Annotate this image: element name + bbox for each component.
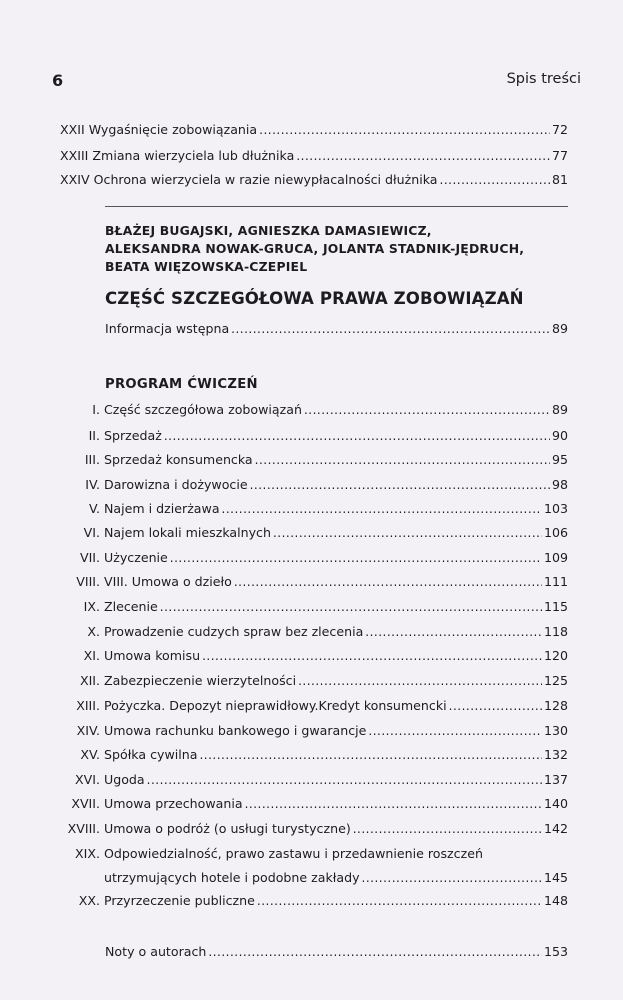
entry-number: XV. bbox=[80, 747, 100, 762]
entry-number: I. bbox=[92, 402, 100, 417]
entry-label: Najem i dzierżawa bbox=[104, 501, 220, 516]
toc-entry[interactable] bbox=[40, 747, 568, 763]
leader-dots bbox=[365, 624, 542, 640]
toc-entry[interactable] bbox=[40, 550, 568, 566]
entry-number: IV. bbox=[85, 477, 100, 492]
entry-page: 72 bbox=[551, 122, 568, 137]
entry-page: 128 bbox=[543, 698, 568, 713]
entry-label: Informacja wstępna bbox=[105, 321, 230, 336]
entry-page: 120 bbox=[543, 648, 568, 663]
toc-entry[interactable] bbox=[60, 122, 568, 138]
entry-number: XXII bbox=[60, 122, 85, 137]
entry-number: XIX. bbox=[75, 846, 100, 861]
leader-dots bbox=[440, 172, 550, 188]
leader-dots bbox=[298, 673, 542, 689]
leader-dots bbox=[245, 796, 542, 812]
entry-page: 115 bbox=[543, 599, 568, 614]
entry-label: Sprzedaż konsumencka bbox=[104, 452, 253, 467]
entry-label: Odpowiedzialność, prawo zastawu i przedawnienie roszczeń bbox=[104, 846, 483, 861]
entry-label: Prowadzenie cudzych spraw bez zlecenia bbox=[104, 624, 364, 639]
leader-dots bbox=[160, 599, 542, 615]
entry-label: Darowizna i dożywocie bbox=[104, 477, 248, 492]
toc-entry[interactable] bbox=[60, 148, 568, 164]
entry-label: Ochrona wierzyciela w razie niewypłacalności dłużnika bbox=[93, 172, 438, 187]
leader-dots bbox=[231, 321, 550, 337]
entry-label: Użyczenie bbox=[104, 550, 168, 565]
entry-label: Przyrzeczenie publiczne bbox=[104, 893, 255, 908]
leader-dots bbox=[296, 148, 550, 164]
entry-number: XI. bbox=[83, 648, 100, 663]
entry-number: IX. bbox=[83, 599, 100, 614]
entry-page: 145 bbox=[543, 870, 568, 885]
entry-label: Umowa komisu bbox=[104, 648, 201, 663]
toc-entry[interactable] bbox=[40, 698, 568, 714]
running-title: Spis treści bbox=[506, 71, 581, 87]
authors-line: ALEKSANDRA NOWAK-GRUCA, JOLANTA STADNIK-JĘDRUCH, bbox=[105, 241, 525, 256]
toc-entry[interactable] bbox=[40, 673, 568, 689]
toc-entry-author-notes[interactable] bbox=[105, 944, 568, 960]
entry-page: 109 bbox=[543, 550, 568, 565]
toc-entry[interactable] bbox=[40, 525, 568, 541]
entry-page: 148 bbox=[543, 893, 568, 908]
entry-page: 111 bbox=[543, 574, 568, 589]
entry-page: 142 bbox=[543, 821, 568, 836]
toc-entry[interactable] bbox=[40, 477, 568, 493]
toc-entry[interactable] bbox=[40, 574, 568, 590]
entry-number: II. bbox=[88, 428, 100, 443]
leader-dots bbox=[257, 893, 542, 909]
toc-entry-intro[interactable] bbox=[105, 321, 568, 337]
leader-dots bbox=[353, 821, 542, 837]
entry-label: Część szczegółowa zobowiązań bbox=[104, 402, 302, 417]
toc-entry[interactable] bbox=[40, 428, 568, 444]
entry-number: XX. bbox=[78, 893, 100, 908]
part-title: CZĘŚĆ SZCZEGÓŁOWA PRAWA ZOBOWIĄZAŃ bbox=[105, 289, 524, 308]
entry-label: Zabezpieczenie wierzytelności bbox=[104, 673, 297, 688]
leader-dots bbox=[368, 723, 542, 739]
entry-page: 153 bbox=[543, 944, 568, 959]
entry-number: XVII. bbox=[71, 796, 100, 811]
leader-dots bbox=[170, 550, 542, 566]
leader-dots bbox=[164, 428, 550, 444]
entry-label-continued: utrzymujących hotele i podobne zakłady bbox=[104, 870, 360, 885]
entry-label: Wygaśnięcie zobowiązania bbox=[88, 122, 258, 137]
entry-page: 140 bbox=[543, 796, 568, 811]
entry-label: Umowa o podróż (o usługi turystyczne) bbox=[104, 821, 351, 836]
authors-line: BŁAŻEJ BUGAJSKI, AGNIESZKA DAMASIEWICZ, bbox=[105, 223, 432, 238]
toc-entry[interactable] bbox=[40, 723, 568, 739]
leader-dots bbox=[449, 698, 542, 714]
toc-entry[interactable] bbox=[60, 172, 568, 188]
leader-dots bbox=[199, 747, 542, 763]
leader-dots bbox=[222, 501, 542, 517]
entry-page: 106 bbox=[543, 525, 568, 540]
entry-page: 98 bbox=[551, 477, 568, 492]
toc-entry[interactable] bbox=[40, 846, 568, 886]
entry-number: V. bbox=[89, 501, 100, 516]
leader-dots bbox=[259, 122, 550, 138]
toc-entry[interactable] bbox=[40, 796, 568, 812]
entry-number: VI. bbox=[83, 525, 100, 540]
toc-entry[interactable] bbox=[40, 893, 568, 909]
toc-entry[interactable] bbox=[40, 772, 568, 788]
section-title: PROGRAM ĆWICZEŃ bbox=[105, 377, 258, 392]
entry-number: XIV. bbox=[76, 723, 100, 738]
entry-number: XXIII bbox=[60, 148, 89, 163]
entry-number: XVI. bbox=[75, 772, 100, 787]
entry-label: VIII. Umowa o dzieło bbox=[104, 574, 232, 589]
leader-dots bbox=[362, 870, 542, 886]
entry-page: 103 bbox=[543, 501, 568, 516]
toc-entry[interactable] bbox=[40, 599, 568, 615]
entry-label: Najem lokali mieszkalnych bbox=[104, 525, 271, 540]
entry-page: 118 bbox=[543, 624, 568, 639]
entry-number: VII. bbox=[79, 550, 100, 565]
entry-page: 125 bbox=[543, 673, 568, 688]
entry-page: 130 bbox=[543, 723, 568, 738]
entry-label: Umowa przechowania bbox=[104, 796, 243, 811]
leader-dots bbox=[304, 402, 550, 418]
entry-label: Sprzedaż bbox=[104, 428, 162, 443]
entry-page: 137 bbox=[543, 772, 568, 787]
toc-entry[interactable] bbox=[40, 821, 568, 837]
entry-number: X. bbox=[87, 624, 100, 639]
entry-number: VIII. bbox=[76, 574, 100, 589]
entry-page: 89 bbox=[551, 321, 568, 336]
leader-dots bbox=[250, 477, 550, 493]
leader-dots bbox=[273, 525, 542, 541]
leader-dots bbox=[202, 648, 542, 664]
entry-label: Pożyczka. Depozyt nieprawidłowy.Kredyt konsumencki bbox=[104, 698, 447, 713]
entry-page: 81 bbox=[551, 172, 568, 187]
entry-number: XXIV bbox=[60, 172, 90, 187]
leader-dots bbox=[147, 772, 542, 788]
entry-number: XVIII. bbox=[67, 821, 100, 836]
entry-page: 132 bbox=[543, 747, 568, 762]
toc-entry[interactable] bbox=[40, 501, 568, 517]
toc-entry[interactable] bbox=[40, 402, 568, 418]
entry-label: Zlecenie bbox=[104, 599, 158, 614]
toc-entry[interactable] bbox=[40, 648, 568, 664]
leader-dots bbox=[255, 452, 550, 468]
entry-label: Umowa rachunku bankowego i gwarancje bbox=[104, 723, 367, 738]
entry-page: 90 bbox=[551, 428, 568, 443]
page-number: 6 bbox=[52, 71, 64, 90]
authors-block bbox=[105, 222, 524, 276]
leader-dots bbox=[234, 574, 542, 590]
entry-label: Ugoda bbox=[104, 772, 145, 787]
leader-dots bbox=[208, 944, 542, 960]
entry-label: Zmiana wierzyciela lub dłużnika bbox=[92, 148, 295, 163]
entry-page: 95 bbox=[551, 452, 568, 467]
entry-label: Noty o autorach bbox=[105, 944, 207, 959]
section-divider bbox=[105, 206, 568, 207]
entry-number: XII. bbox=[79, 673, 100, 688]
entry-label: Spółka cywilna bbox=[104, 747, 198, 762]
entry-number: XIII. bbox=[76, 698, 100, 713]
entry-page: 89 bbox=[551, 402, 568, 417]
toc-entry[interactable] bbox=[40, 452, 568, 468]
authors-line: BEATA WIĘZOWSKA-CZEPIEL bbox=[105, 259, 308, 274]
toc-entry[interactable] bbox=[40, 624, 568, 640]
entry-number: III. bbox=[84, 452, 100, 467]
entry-page: 77 bbox=[551, 148, 568, 163]
